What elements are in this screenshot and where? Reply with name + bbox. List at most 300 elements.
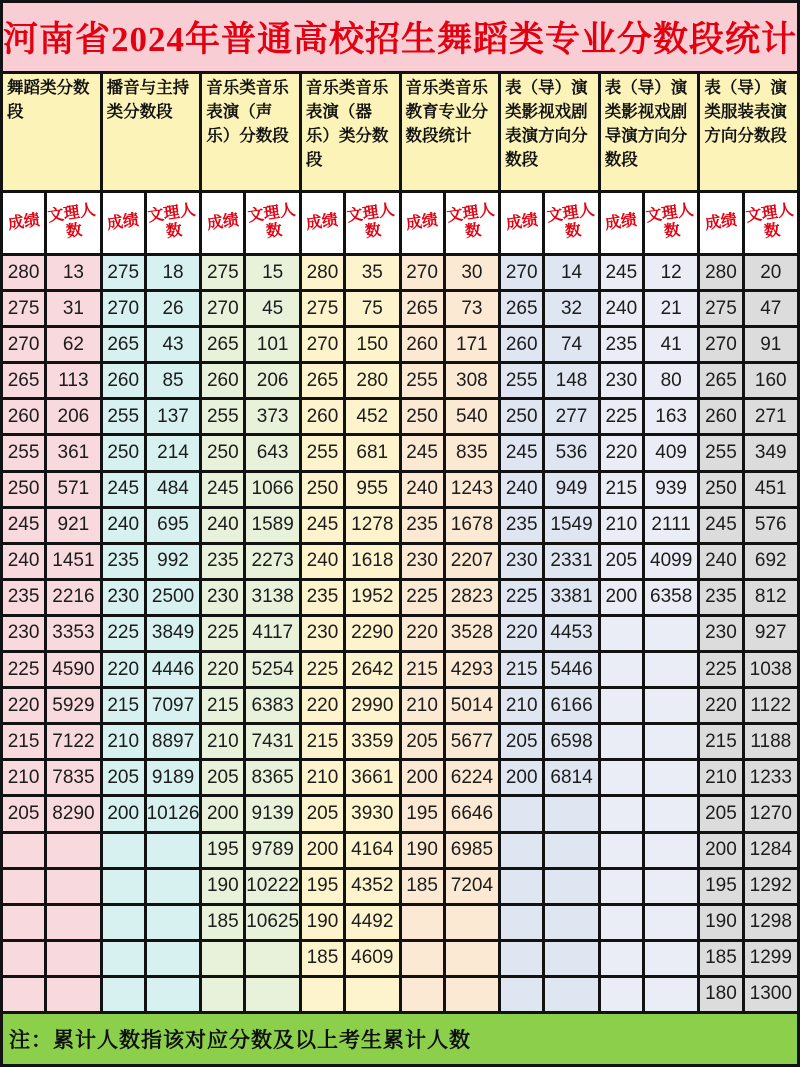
count-cell: 2111	[645, 509, 697, 542]
score-cell: 220	[103, 653, 144, 686]
score-cell	[501, 906, 542, 939]
score-cell: 250	[501, 400, 542, 433]
score-cell: 250	[700, 473, 741, 506]
score-cell: 220	[700, 689, 741, 722]
count-cell: 4609	[346, 942, 398, 975]
count-cell: 6598	[545, 725, 597, 758]
score-cell: 270	[3, 328, 44, 361]
score-cell: 230	[601, 364, 642, 397]
count-cell: 571	[47, 473, 99, 506]
count-cell: 8365	[246, 761, 298, 794]
count-cell: 3930	[346, 797, 398, 830]
score-cell	[103, 870, 144, 903]
count-cell: 113	[47, 364, 99, 397]
score-cell: 280	[700, 256, 741, 289]
score-cell: 240	[501, 473, 542, 506]
count-cell: 26	[147, 292, 199, 325]
score-col-label	[3, 193, 44, 253]
score-cell: 275	[103, 256, 144, 289]
count-cell	[645, 834, 697, 867]
count-cell: 35	[346, 256, 398, 289]
score-cell	[501, 870, 542, 903]
score-cell: 200	[501, 761, 542, 794]
score-cell: 200	[402, 761, 443, 794]
count-cell: 10126	[147, 797, 199, 830]
count-cell: 74	[545, 328, 597, 361]
count-cell: 10222	[246, 870, 298, 903]
score-cell: 205	[601, 545, 642, 578]
count-cell: 75	[346, 292, 398, 325]
count-col-label	[446, 193, 498, 253]
score-cell	[601, 653, 642, 686]
count-cell: 536	[545, 436, 597, 469]
column-group-header: 音乐类音乐表演（器乐）类分数段	[302, 74, 399, 190]
footnote-band	[3, 1014, 797, 1064]
score-cell: 205	[501, 725, 542, 758]
count-cell: 30	[446, 256, 498, 289]
count-cell: 2207	[446, 545, 498, 578]
score-cell	[302, 978, 343, 1011]
score-cell: 190	[202, 870, 243, 903]
score-cell: 275	[202, 256, 243, 289]
count-cell: 349	[745, 436, 797, 469]
score-cell: 215	[103, 689, 144, 722]
count-cell: 85	[147, 364, 199, 397]
score-col-label-text: 成绩	[504, 212, 539, 234]
score-cell	[601, 689, 642, 722]
count-cell	[147, 978, 199, 1011]
count-cell: 148	[545, 364, 597, 397]
count-cell: 451	[745, 473, 797, 506]
score-cell: 270	[202, 292, 243, 325]
score-cell: 225	[501, 581, 542, 614]
count-col-label	[545, 193, 597, 253]
count-cell	[147, 834, 199, 867]
score-distribution-table	[3, 74, 797, 1011]
count-cell	[545, 942, 597, 975]
count-col-label-text: 文理人数	[644, 202, 695, 241]
score-cell: 230	[700, 617, 741, 650]
count-cell: 1952	[346, 581, 398, 614]
count-cell	[645, 725, 697, 758]
score-cell: 270	[501, 256, 542, 289]
count-cell	[246, 978, 298, 1011]
score-cell: 255	[103, 400, 144, 433]
count-cell: 214	[147, 436, 199, 469]
score-cell: 255	[3, 436, 44, 469]
count-cell: 812	[745, 581, 797, 614]
score-cell: 225	[402, 581, 443, 614]
score-col-label	[501, 193, 542, 253]
count-cell: 32	[545, 292, 597, 325]
score-cell	[202, 978, 243, 1011]
score-cell: 235	[302, 581, 343, 614]
score-cell	[601, 797, 642, 830]
count-col-label	[246, 193, 298, 253]
score-cell: 200	[700, 834, 741, 867]
score-cell: 220	[302, 689, 343, 722]
score-cell: 195	[402, 797, 443, 830]
score-cell: 215	[601, 473, 642, 506]
count-col-label	[47, 193, 99, 253]
score-col-label-text: 成绩	[305, 212, 340, 234]
count-cell: 1270	[745, 797, 797, 830]
count-cell: 7431	[246, 725, 298, 758]
count-cell: 8897	[147, 725, 199, 758]
score-cell: 200	[302, 834, 343, 867]
score-cell: 225	[700, 653, 741, 686]
score-cell: 230	[501, 545, 542, 578]
score-cell	[103, 942, 144, 975]
score-cell: 210	[3, 761, 44, 794]
score-cell: 205	[700, 797, 741, 830]
score-cell: 225	[302, 653, 343, 686]
count-cell: 992	[147, 545, 199, 578]
score-cell: 240	[601, 292, 642, 325]
page-title: 河南省2024年普通高校招生舞蹈类专业分数段统计	[3, 20, 798, 59]
count-cell: 277	[545, 400, 597, 433]
score-cell: 245	[302, 509, 343, 542]
score-cell: 260	[302, 400, 343, 433]
count-cell: 1188	[745, 725, 797, 758]
score-col-label	[202, 193, 243, 253]
score-cell: 205	[3, 797, 44, 830]
score-cell: 235	[402, 509, 443, 542]
count-cell: 21	[645, 292, 697, 325]
count-cell: 1451	[47, 545, 99, 578]
count-cell: 4117	[246, 617, 298, 650]
score-cell: 205	[103, 761, 144, 794]
count-cell: 7204	[446, 870, 498, 903]
count-col-label-text: 文理人数	[744, 202, 795, 241]
score-cell: 215	[3, 725, 44, 758]
score-col-label	[302, 193, 343, 253]
count-cell	[545, 978, 597, 1011]
count-cell: 2290	[346, 617, 398, 650]
score-cell	[402, 942, 443, 975]
count-cell: 927	[745, 617, 797, 650]
score-cell: 220	[202, 653, 243, 686]
count-cell: 3138	[246, 581, 298, 614]
count-cell: 1618	[346, 545, 398, 578]
score-cell: 220	[601, 436, 642, 469]
score-col-label	[700, 193, 741, 253]
count-cell: 163	[645, 400, 697, 433]
count-cell: 4164	[346, 834, 398, 867]
score-col-label-text: 成绩	[703, 212, 738, 234]
count-cell: 4293	[446, 653, 498, 686]
score-cell: 220	[3, 689, 44, 722]
count-cell: 101	[246, 328, 298, 361]
score-cell: 275	[3, 292, 44, 325]
count-cell: 5929	[47, 689, 99, 722]
score-cell: 230	[103, 581, 144, 614]
score-cell: 240	[103, 509, 144, 542]
count-cell	[645, 870, 697, 903]
score-cell: 215	[700, 725, 741, 758]
score-cell: 260	[103, 364, 144, 397]
count-cell: 4492	[346, 906, 398, 939]
score-col-label-text: 成绩	[205, 212, 240, 234]
count-cell: 1122	[745, 689, 797, 722]
count-cell: 2500	[147, 581, 199, 614]
score-cell: 210	[402, 689, 443, 722]
score-cell: 230	[402, 545, 443, 578]
column-group-header: 表（导）演类服装表演方向分数段	[700, 74, 797, 190]
score-cell	[501, 834, 542, 867]
count-cell: 62	[47, 328, 99, 361]
score-cell: 210	[501, 689, 542, 722]
score-cell: 225	[3, 653, 44, 686]
count-cell: 7835	[47, 761, 99, 794]
score-cell: 230	[3, 617, 44, 650]
count-cell: 409	[645, 436, 697, 469]
count-col-label	[645, 193, 697, 253]
count-cell	[645, 761, 697, 794]
score-cell: 240	[402, 473, 443, 506]
count-cell: 643	[246, 436, 298, 469]
score-cell: 260	[202, 364, 243, 397]
count-cell: 949	[545, 473, 597, 506]
count-cell: 5014	[446, 689, 498, 722]
count-cell: 91	[745, 328, 797, 361]
column-group-header: 音乐类音乐表演（声乐）分数段	[202, 74, 299, 190]
score-cell: 200	[103, 797, 144, 830]
count-cell: 45	[246, 292, 298, 325]
count-cell: 681	[346, 436, 398, 469]
score-col-label-text: 成绩	[6, 212, 41, 234]
score-cell: 215	[501, 653, 542, 686]
count-cell: 6985	[446, 834, 498, 867]
count-cell: 43	[147, 328, 199, 361]
score-cell: 225	[601, 400, 642, 433]
count-cell	[47, 978, 99, 1011]
score-cell: 275	[700, 292, 741, 325]
score-cell: 235	[3, 581, 44, 614]
count-cell: 921	[47, 509, 99, 542]
count-cell: 6383	[246, 689, 298, 722]
score-cell: 260	[402, 328, 443, 361]
count-cell: 5677	[446, 725, 498, 758]
column-group-header: 音乐类音乐教育专业分数段统计	[402, 74, 499, 190]
score-col-label-text: 成绩	[106, 212, 141, 234]
score-cell: 235	[103, 545, 144, 578]
score-cell: 260	[3, 400, 44, 433]
count-cell: 160	[745, 364, 797, 397]
column-group-header: 表（导）演类影视戏剧导演方向分数段	[601, 74, 698, 190]
score-cell: 270	[103, 292, 144, 325]
count-cell: 3359	[346, 725, 398, 758]
count-cell: 939	[645, 473, 697, 506]
score-cell	[3, 978, 44, 1011]
count-cell: 280	[346, 364, 398, 397]
count-cell	[147, 870, 199, 903]
footnote-text: 注：累计人数指该对应分数及以上考生累计人数	[9, 1029, 471, 1052]
count-col-label-text: 文理人数	[47, 202, 98, 241]
score-cell: 235	[202, 545, 243, 578]
count-cell: 308	[446, 364, 498, 397]
count-cell	[346, 978, 398, 1011]
count-cell: 4352	[346, 870, 398, 903]
score-cell: 195	[700, 870, 741, 903]
score-cell: 195	[202, 834, 243, 867]
score-cell	[501, 942, 542, 975]
score-cell: 255	[402, 364, 443, 397]
score-cell: 210	[700, 761, 741, 794]
count-cell: 2216	[47, 581, 99, 614]
count-cell: 955	[346, 473, 398, 506]
score-cell: 255	[202, 400, 243, 433]
count-cell: 41	[645, 328, 697, 361]
score-cell: 265	[103, 328, 144, 361]
score-cell	[3, 906, 44, 939]
score-cell	[601, 942, 642, 975]
count-cell	[246, 942, 298, 975]
score-cell: 250	[3, 473, 44, 506]
count-cell: 452	[346, 400, 398, 433]
score-cell: 185	[700, 942, 741, 975]
score-cell	[402, 906, 443, 939]
count-cell: 3381	[545, 581, 597, 614]
count-cell: 1300	[745, 978, 797, 1011]
count-cell: 3849	[147, 617, 199, 650]
count-cell	[446, 906, 498, 939]
count-col-label-text: 文理人数	[346, 202, 396, 241]
score-cell: 250	[103, 436, 144, 469]
score-cell: 210	[601, 509, 642, 542]
count-cell: 576	[745, 509, 797, 542]
score-cell: 205	[302, 797, 343, 830]
score-cell: 240	[302, 545, 343, 578]
count-cell: 150	[346, 328, 398, 361]
score-cell: 220	[402, 617, 443, 650]
count-cell: 13	[47, 256, 99, 289]
count-cell: 20	[745, 256, 797, 289]
count-cell: 3353	[47, 617, 99, 650]
score-cell: 240	[202, 509, 243, 542]
score-cell	[601, 725, 642, 758]
count-cell: 4590	[47, 653, 99, 686]
count-cell: 80	[645, 364, 697, 397]
score-cell: 215	[202, 689, 243, 722]
count-cell: 5254	[246, 653, 298, 686]
count-cell	[645, 617, 697, 650]
count-cell: 373	[246, 400, 298, 433]
score-cell: 265	[402, 292, 443, 325]
count-cell: 361	[47, 436, 99, 469]
count-cell: 1298	[745, 906, 797, 939]
count-cell	[645, 978, 697, 1011]
count-cell: 206	[47, 400, 99, 433]
score-cell	[402, 978, 443, 1011]
count-cell	[645, 797, 697, 830]
score-cell: 275	[302, 292, 343, 325]
count-cell: 9789	[246, 834, 298, 867]
score-cell: 235	[501, 509, 542, 542]
score-cell: 225	[202, 617, 243, 650]
count-cell: 8290	[47, 797, 99, 830]
score-cell: 265	[700, 364, 741, 397]
count-cell: 692	[745, 545, 797, 578]
count-cell	[446, 978, 498, 1011]
count-cell: 9189	[147, 761, 199, 794]
count-cell: 5446	[545, 653, 597, 686]
count-cell	[47, 834, 99, 867]
score-cell	[3, 834, 44, 867]
score-cell: 215	[402, 653, 443, 686]
count-cell	[47, 870, 99, 903]
score-cell	[601, 906, 642, 939]
count-cell: 18	[147, 256, 199, 289]
score-cell: 245	[700, 509, 741, 542]
score-cell: 245	[501, 436, 542, 469]
count-cell: 4446	[147, 653, 199, 686]
score-cell: 200	[601, 581, 642, 614]
count-cell: 6166	[545, 689, 597, 722]
score-cell: 245	[103, 473, 144, 506]
count-cell	[545, 834, 597, 867]
score-cell	[103, 906, 144, 939]
count-cell	[545, 870, 597, 903]
count-cell: 1038	[745, 653, 797, 686]
count-cell: 15	[246, 256, 298, 289]
count-cell: 2273	[246, 545, 298, 578]
count-cell: 1233	[745, 761, 797, 794]
score-cell: 240	[700, 545, 741, 578]
score-cell: 180	[700, 978, 741, 1011]
score-cell: 235	[601, 328, 642, 361]
score-cell: 225	[103, 617, 144, 650]
count-cell: 9139	[246, 797, 298, 830]
count-cell	[645, 906, 697, 939]
score-col-label	[601, 193, 642, 253]
score-cell	[3, 870, 44, 903]
score-col-label-text: 成绩	[604, 212, 639, 234]
score-cell	[501, 797, 542, 830]
count-cell: 1299	[745, 942, 797, 975]
score-cell: 210	[302, 761, 343, 794]
count-cell: 4453	[545, 617, 597, 650]
count-cell	[645, 689, 697, 722]
count-cell: 1292	[745, 870, 797, 903]
score-cell: 195	[302, 870, 343, 903]
score-cell: 245	[202, 473, 243, 506]
score-cell: 235	[700, 581, 741, 614]
count-cell: 835	[446, 436, 498, 469]
count-cell: 695	[147, 509, 199, 542]
count-cell: 271	[745, 400, 797, 433]
count-cell: 1549	[545, 509, 597, 542]
count-cell: 206	[246, 364, 298, 397]
score-cell: 185	[302, 942, 343, 975]
count-cell: 1678	[446, 509, 498, 542]
score-cell: 260	[700, 400, 741, 433]
score-cell	[601, 617, 642, 650]
score-cell: 270	[302, 328, 343, 361]
score-col-label	[103, 193, 144, 253]
count-cell	[147, 942, 199, 975]
score-col-label	[402, 193, 443, 253]
count-cell: 31	[47, 292, 99, 325]
column-group-header: 播音与主持类分数段	[103, 74, 200, 190]
score-cell: 255	[302, 436, 343, 469]
count-cell: 7122	[47, 725, 99, 758]
count-cell	[645, 942, 697, 975]
score-cell	[601, 834, 642, 867]
score-cell: 270	[700, 328, 741, 361]
count-col-label	[745, 193, 797, 253]
count-cell: 137	[147, 400, 199, 433]
